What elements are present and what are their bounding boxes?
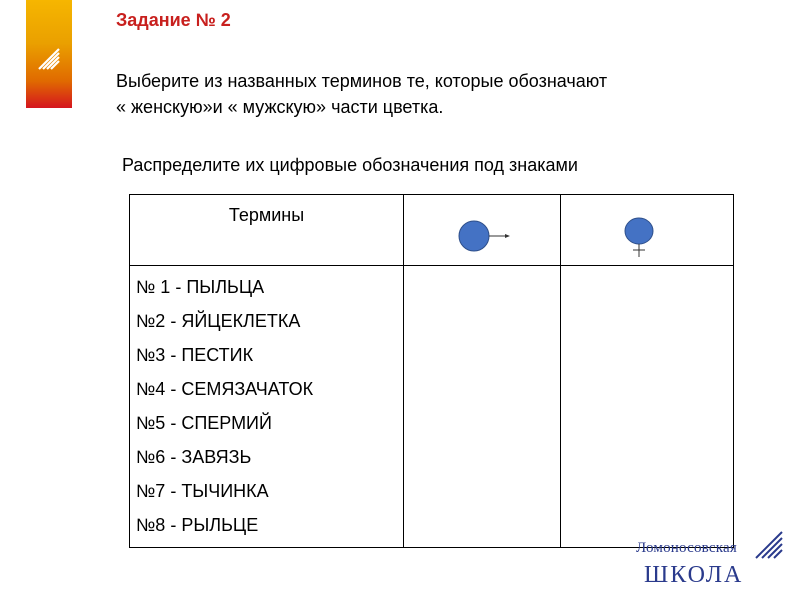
term-item: №5 - СПЕРМИЙ	[136, 413, 272, 433]
female-symbol-icon	[561, 195, 735, 265]
term-item: № 1 - ПЫЛЬЦА	[136, 277, 265, 297]
task-title: Задание № 2	[116, 10, 231, 30]
term-item: №2 - ЯЙЦЕКЛЕТКА	[136, 311, 301, 331]
term-item: №7 - ТЫЧИНКА	[136, 481, 269, 501]
male-symbol-icon	[404, 195, 560, 265]
school-logo-icon	[36, 46, 62, 72]
header-female-cell	[561, 195, 734, 266]
decorative-side-bar	[26, 0, 72, 108]
header-terms-cell	[130, 195, 404, 266]
brand-line-1: Ломоносовская	[636, 540, 737, 556]
header-terms-label: Термины	[228, 205, 305, 225]
school-emblem-icon	[748, 530, 788, 560]
header-male-cell	[404, 195, 561, 266]
term-item: №3 - ПЕСТИК	[136, 345, 254, 365]
term-item: №6 - ЗАВЯЗЬ	[136, 447, 252, 467]
terms-list-cell	[130, 266, 404, 548]
sub-instruction-text: Распределите их цифровые обозначения под знаками	[122, 155, 578, 175]
terms-table	[129, 194, 734, 548]
table-body-row	[130, 266, 734, 548]
brand-line-2: ШКОЛА	[644, 562, 744, 588]
terms-list	[130, 266, 403, 542]
instruction-text: Выберите из названных терминов те, которые обозначают « женскую»и « мужскую» части цветка.	[116, 71, 608, 117]
term-item: №4 - СЕМЯЗАЧАТОК	[136, 379, 314, 399]
brand-logo	[636, 530, 786, 590]
male-answer-cell[interactable]	[404, 266, 561, 548]
term-item: №8 - РЫЛЬЦЕ	[136, 515, 259, 535]
female-answer-cell[interactable]	[561, 266, 734, 548]
table-header-row	[130, 195, 734, 266]
